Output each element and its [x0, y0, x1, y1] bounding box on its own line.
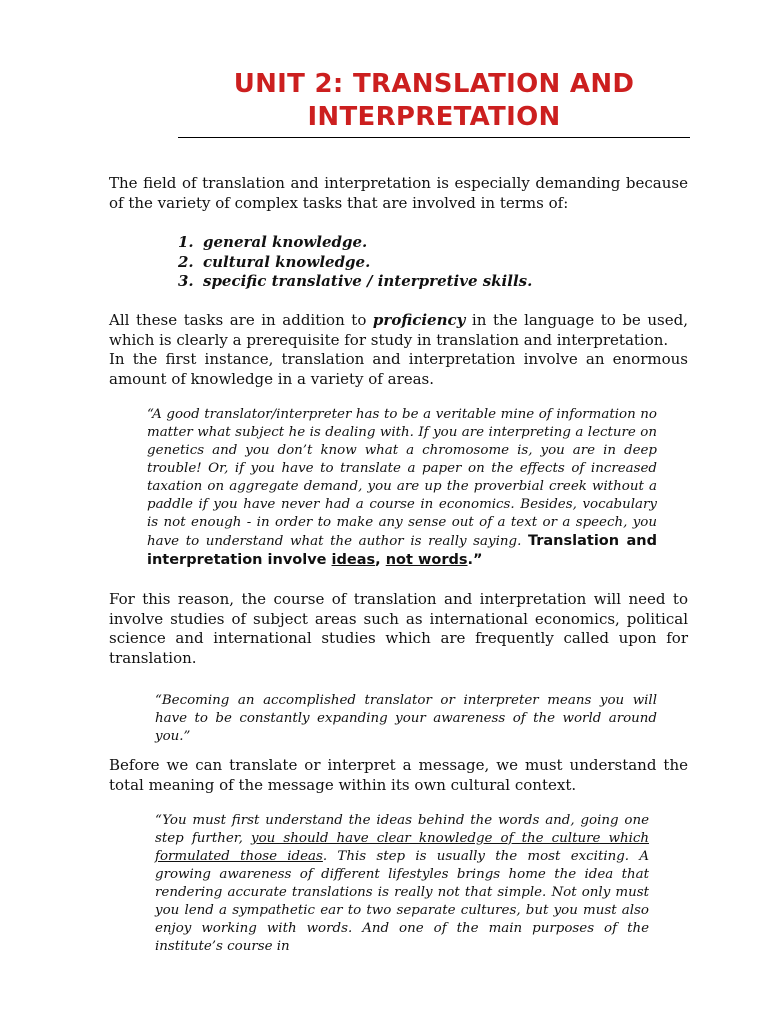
subject-areas-paragraph: For this reason, the course of translation and interpretation will need to involve studies of subject areas such as international economics, political science and international studies which are frequently called upon for translation. [109, 590, 688, 667]
ideas-underlined: ideas [331, 552, 376, 568]
list-item: 3. specific translative / interpretive skills. [178, 272, 533, 290]
cultural-context-paragraph: Before we can translate or interpret a message, we must understand the total meaning of the message within its own cultural context. [109, 756, 688, 794]
quote-good-translator: “A good translator/interpreter has to be a veritable mine of information no matter what subject he is dealing with. If you are interpreting a lecture on genetics and you don’t know what a chromosome is, you are in deep trouble! Or, if you have to translate a paper on the effects of increased taxation on aggregate demand, you are up the proverbial creek without a paddle if you have never had a course in economics. Besides, vocabulary is not enough - in order to make any sense out of a text or a speech, you have to understand what the author is really saying. Translation and interpretation involve ideas, not words.” [147, 407, 657, 568]
quote-conclusion: Translation and interpretation involve ideas, not words.” [147, 533, 657, 568]
list-item: 2. cultural knowledge. [178, 252, 371, 271]
proficiency-emphasis: proficiency [372, 311, 466, 329]
culture-knowledge-underlined: you should have clear knowledge of the culture which formulated those ideas [155, 831, 650, 864]
intro-paragraph: The field of translation and interpretation is especially demanding because of the variety of complex tasks that are involved in terms of: [109, 174, 688, 212]
knowledge-paragraph: In the first instance, translation and interpretation involve an enormous amount of knowledge in a variety of areas. [109, 350, 688, 388]
title-underline-rule [178, 137, 690, 138]
title-line-1: UNIT 2: TRANSLATION AND [233, 69, 635, 99]
list-item: 1. general knowledge. [178, 233, 368, 251]
quote-understand-ideas: “You must first understand the ideas behind the words and, going one step further, you should have clear knowledge of the culture which formulated those ideas. This step is usually the most exciting. A growing awareness of different lifestyles brings home the idea that rendering accurate translations is really not that simple. Not only must you lend a sympathetic ear to two separate cultures, but you must also enjoy working with words. And one of the main purposes of the institute’s course in [155, 813, 650, 954]
proficiency-paragraph: All these tasks are in addition to proficiency in the language to be used, which is clearly a prerequisite for study in translation and interpretation. [109, 311, 688, 349]
title-line-2: INTERPRETATION [307, 102, 561, 132]
quote-accomplished-translator: “Becoming an accomplished translator or interpreter means you will have to be constantly expanding your awareness of the world around you.” [155, 693, 657, 744]
not-words-underlined: not words [385, 552, 468, 568]
page-title [178, 68, 690, 134]
skills-list [178, 233, 658, 292]
